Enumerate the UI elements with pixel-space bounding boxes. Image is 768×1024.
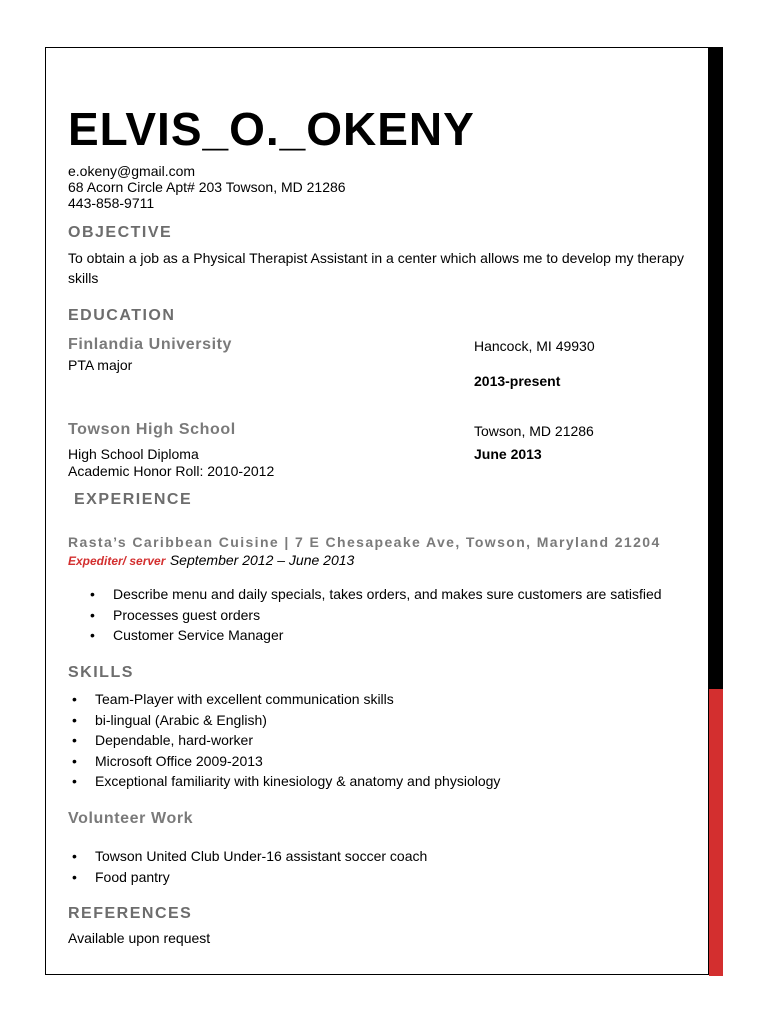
list-item: • Microsoft Office 2009-2013 (95, 753, 500, 774)
school-location: Towson, MD 21286 (474, 423, 594, 439)
school-detail: PTA major (68, 357, 133, 373)
education-heading: EDUCATION (68, 307, 176, 324)
job-role-line (68, 552, 354, 569)
school-location: Hancock, MI 49930 (474, 338, 595, 354)
contact-address: 68 Acorn Circle Apt# 203 Towson, MD 21286 (68, 179, 346, 195)
side-bar-red (709, 689, 723, 976)
list-item: • Processes guest orders (113, 607, 662, 628)
list-item: • Food pantry (95, 869, 427, 890)
volunteer-list (95, 848, 427, 889)
objective-text-line1: To obtain a job as a Physical Therapist Assistant in a center which allows me to develop my therapy (68, 250, 685, 266)
side-bar-black (709, 47, 723, 689)
school-dates: 2013-present (474, 373, 561, 389)
list-item: • Customer Service Manager (113, 627, 662, 648)
experience-bullets (113, 586, 662, 648)
school-detail: Academic Honor Roll: 2010-2012 (68, 463, 275, 479)
applicant-name: ELVIS_O._OKENY (68, 103, 475, 155)
job-title: Rasta’s Caribbean Cuisine | 7 E Chesapeake Ave, Towson, Maryland 21204 (68, 534, 661, 550)
objective-text-line2: skills (68, 270, 99, 286)
contact-phone: 443-858-9711 (68, 195, 155, 211)
school-name: Towson High School (68, 421, 236, 438)
school-dates: June 2013 (474, 446, 542, 462)
list-item: • Dependable, hard-worker (95, 732, 500, 753)
list-item: • Exceptional familiarity with kinesiology & anatomy and physiology (95, 773, 500, 794)
experience-heading: EXPERIENCE (74, 491, 193, 508)
list-item: • Describe menu and daily specials, takes orders, and makes sure customers are satisfied (113, 586, 662, 607)
contact-email: e.okeny@gmail.com (68, 163, 196, 179)
list-item: • Team-Player with excellent communication skills (95, 691, 500, 712)
objective-heading: OBJECTIVE (68, 224, 173, 241)
skills-list (95, 691, 500, 794)
list-item: • Towson United Club Under-16 assistant soccer coach (95, 848, 427, 869)
skills-heading: SKILLS (68, 664, 134, 681)
references-text: Available upon request (68, 930, 211, 946)
job-role: Expediter/ server (68, 554, 166, 568)
school-name: Finlandia University (68, 336, 233, 353)
list-item: • bi-lingual (Arabic & English) (95, 712, 500, 733)
school-detail: High School Diploma (68, 446, 199, 462)
job-dates: September 2012 – June 2013 (169, 552, 355, 568)
volunteer-heading: Volunteer Work (68, 810, 194, 827)
references-heading: REFERENCES (68, 905, 193, 922)
